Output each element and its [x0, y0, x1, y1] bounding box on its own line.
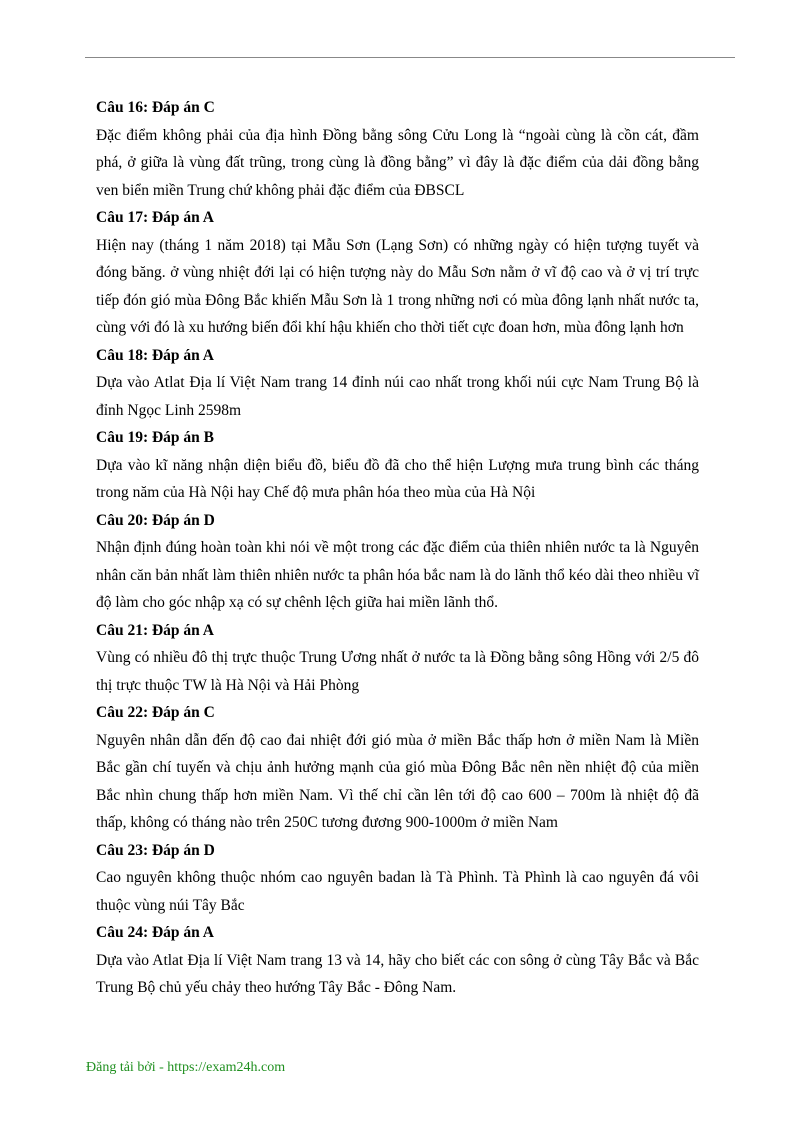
- question-23: [96, 837, 699, 920]
- question-24: [96, 919, 699, 1002]
- question-heading: Câu 19: Đáp án B: [96, 429, 214, 446]
- question-heading: Câu 21: Đáp án A: [96, 621, 214, 639]
- question-explanation: Dựa vào Atlat Địa lí Việt Nam trang 13 và 14, hãy cho biết các con sông ở cùng Tây Bắc và Bắc Trung Bộ chủ yếu chảy theo hướng Tây Bắc - Đông Nam.: [96, 951, 699, 996]
- question-heading: Câu 22: Đáp án C: [96, 704, 215, 721]
- question-16: [96, 94, 699, 204]
- question-heading: Câu 16: Đáp án C: [96, 99, 215, 116]
- question-17: [96, 204, 699, 342]
- question-heading: Câu 17: Đáp án A: [96, 209, 214, 226]
- question-20: [96, 507, 699, 617]
- footer-source-link[interactable]: Đăng tải bởi - https://exam24h.com: [86, 1060, 286, 1075]
- question-heading: Câu 18: Đáp án A: [96, 346, 214, 364]
- question-19: [96, 424, 699, 507]
- question-explanation: Dựa vào Atlat Địa lí Việt Nam trang 14 đỉnh núi cao nhất trong khối núi cực Nam Trung Bộ là đỉnh Ngọc Linh 2598m: [96, 374, 699, 419]
- question-explanation: Cao nguyên không thuộc nhóm cao nguyên badan là Tà Phình. Tà Phình là cao nguyên đá vôi thuộc vùng núi Tây Bắc: [96, 869, 699, 914]
- question-heading: Câu 20: Đáp án D: [96, 511, 215, 529]
- question-explanation: Nhận định đúng hoàn toàn khi nói về một trong các đặc điểm của thiên nhiên nước ta là Nguyên nhân căn bản nhất làm thiên nhiên nước ta phân hóa bắc nam là do lãnh thổ kéo dài theo nhiều vĩ độ làm cho góc nhập xạ có sự chênh lệch giữa hai miền lãnh thổ.: [96, 539, 699, 611]
- question-heading: Câu 23: Đáp án D: [96, 841, 215, 859]
- question-22: [96, 699, 699, 837]
- question-heading: Câu 24: Đáp án A: [96, 924, 214, 941]
- question-18: [96, 342, 699, 425]
- answer-list: [96, 94, 699, 1002]
- question-explanation: Dựa vào kĩ năng nhận diện biểu đồ, biểu đồ đã cho thể hiện Lượng mưa trung bình các tháng trong năm của Hà Nội hay Chế độ mưa phân hóa theo mùa của Hà Nội: [96, 456, 699, 501]
- question-explanation: Đặc điểm không phải của địa hình Đồng bằng sông Cửu Long là “ngoài cùng là cồn cát, đầm phá, ở giữa là vùng đất trũng, trong cùng là đồng bằng” vì đây là đặc điểm của dải đồng bằng ven biển miền Trung chứ không phải đặc điểm của ĐBSCL: [96, 126, 699, 199]
- question-explanation: Vùng có nhiều đô thị trực thuộc Trung Ương nhất ở nước ta là Đồng bằng sông Hồng với 2/5 đô thị trực thuộc TW là Hà Nội và Hải Phòng: [96, 649, 699, 694]
- header-rule: [85, 57, 735, 58]
- question-21: [96, 617, 699, 700]
- question-explanation: Nguyên nhân dẫn đến độ cao đai nhiệt đới gió mùa ở miền Bắc thấp hơn ở miền Nam là Miền Bắc gần chí tuyến và chịu ảnh hưởng mạnh của gió mùa Đông Bắc nên nền nhiệt độ của miền Bắc nhìn chung thấp hơn miền Nam. Vì thế chỉ cần lên tới độ cao 600 – 700m là nhiệt độ đã thấp, không có tháng nào trên 250C tương đương 900-1000m ở miền Nam: [96, 731, 699, 831]
- question-explanation: Hiện nay (tháng 1 năm 2018) tại Mẫu Sơn (Lạng Sơn) có những ngày có hiện tượng tuyết và đóng băng. ở vùng nhiệt đới lại có hiện tượng này do Mẫu Sơn nằm ở vĩ độ cao và ở vị trí trực tiếp đón gió mùa Đông Bắc khiến Mẫu Sơn là 1 trong những nơi có mùa đông lạnh nhất nước ta, cùng với đó là xu hướng biến đổi khí hậu khiến cho thời tiết cực đoan hơn, mùa đông lạnh hơn: [96, 236, 699, 336]
